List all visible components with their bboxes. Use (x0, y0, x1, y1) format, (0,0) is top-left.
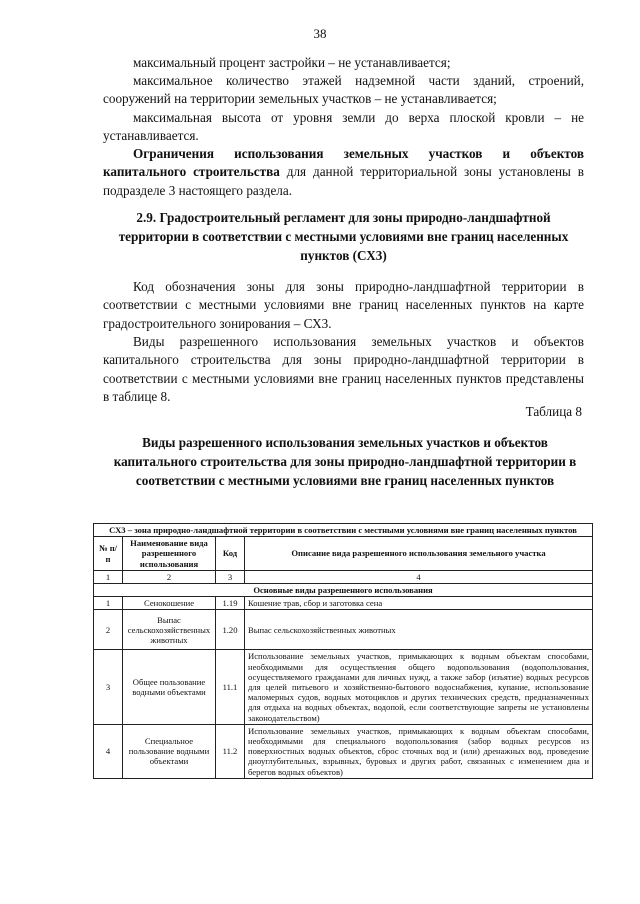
restrictions-bold-text: Ограничения использования земельных участков и объектов капитального строительства (103, 146, 584, 180)
table-row (94, 650, 593, 724)
row-name: Сенокошение (123, 597, 216, 610)
zone-header-cell: СХ3 – зона природно-ландшафтной территории в соответствии с местными условиями вне границ населенных пунктов (94, 524, 593, 537)
row-name: Общее пользование водными объектами (123, 650, 216, 724)
paragraph-restrictions (103, 145, 584, 200)
row-name: Специальное пользование водными объектами (123, 724, 216, 778)
paragraph-max-building-percent: максимальный процент застройки – не устанавливается; (133, 55, 451, 70)
table-zone-header-row (94, 524, 593, 537)
restrictions-rest-text: для данной территориальной зоны установлены в подразделе 3 настоящего раздела. (103, 164, 584, 198)
paragraph-max-height: максимальная высота от уровня земли до верха плоской кровли – не устанавливается. (103, 110, 584, 144)
permitted-uses-table (93, 523, 593, 779)
header-name: Наименование вида разрешенного использования (123, 537, 216, 571)
row-description: Кошение трав, сбор и заготовка сена (245, 597, 593, 610)
page-number: 38 (313, 26, 327, 41)
row-num: 1 (94, 597, 123, 610)
col-number: 4 (245, 570, 593, 583)
table-row (94, 597, 593, 610)
col-number: 3 (216, 570, 245, 583)
paragraph-permitted-uses: Виды разрешенного использования земельных участков и объектов капитального строительства для зоны природно-ландшафтной территории в соответствии с местными условиями вне границ населенных пунктов представлены в таблице 8. (103, 334, 584, 405)
row-num: 3 (94, 650, 123, 724)
row-code: 11.1 (216, 650, 245, 724)
table-row (94, 610, 593, 650)
table-row (94, 724, 593, 778)
header-code: Код (216, 537, 245, 571)
header-num: № п/п (94, 537, 123, 571)
row-code: 11.2 (216, 724, 245, 778)
section-heading: 2.9. Градостроительный регламент для зоны природно-ландшафтной территории в соответствии с местными условиями вне границ населенных пунктов (СХ3) (118, 210, 569, 263)
row-num: 2 (94, 610, 123, 650)
row-description: Выпас сельскохозяйственных животных (245, 610, 593, 650)
row-description: Использование земельных участков, примыкающих к водным объектам способами, необходимыми для осуществления общего водопользования (водопользования, осуществляемого гражданами для личных нужд, а также забор (изъятие) водных ресурсов для целей питьевого и хозяйственно-бытового водоснабжения, купание, использование маломерных судов, водных мотоциклов и других технических средств, предназначенных для отдыха на водных объектах, водопой, если соответствующие запреты не установлены законодательством) (245, 650, 593, 724)
section-row-cell: Основные виды разрешенного использования (94, 584, 593, 597)
table-title: Виды разрешенного использования земельных участков и объектов капитального строительства для зоны природно-ландшафтной территории в соответствии с местными условиями вне границ населенных пунктов (113, 435, 577, 488)
col-number: 1 (94, 570, 123, 583)
row-description: Использование земельных участков, примыкающих к водным объектам способами, необходимыми для специального водопользования (забор водных ресурсов из поверхностных водных объектов, сброс сточных вод и (или) дренажных вод, проведение дноуглубительных, взрывных, буровых и других работ, связанных с изменением дна и берегов водных объектов) (245, 724, 593, 778)
table-caption: Таблица 8 (525, 404, 582, 419)
row-name: Выпас сельскохозяйственных животных (123, 610, 216, 650)
header-description: Описание вида разрешенного использования земельного участка (245, 537, 593, 571)
table-column-numbers-row (94, 570, 593, 583)
row-code: 1.19 (216, 597, 245, 610)
table-section-row (94, 584, 593, 597)
row-num: 4 (94, 724, 123, 778)
paragraph-zone-code: Код обозначения зоны для зоны природно-ландшафтной территории в соответствии с местными условиями вне границ населенных пунктов на карте градостроительного зонирования – СХ3. (103, 279, 584, 331)
col-number: 2 (123, 570, 216, 583)
table-header-row (94, 537, 593, 571)
row-code: 1.20 (216, 610, 245, 650)
paragraph-max-floors: максимальное количество этажей надземной части зданий, строений, сооружений на территории земельных участков – не устанавливается; (103, 73, 584, 107)
